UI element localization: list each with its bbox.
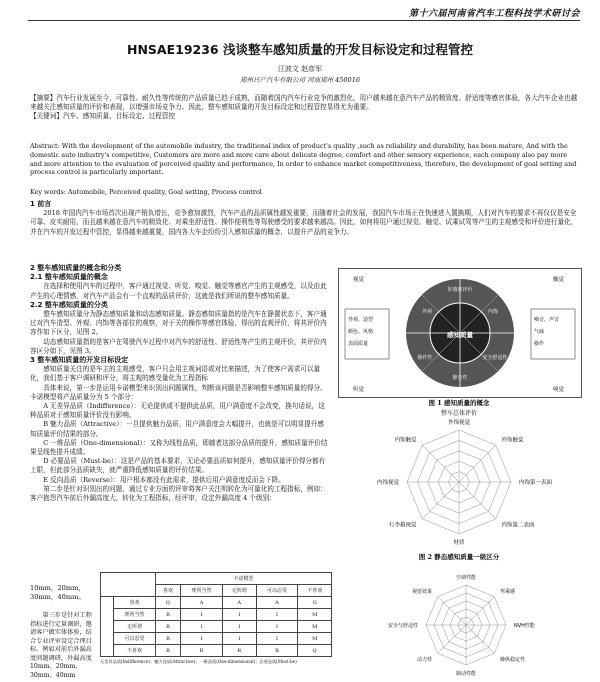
kano-cell: I: [256, 633, 298, 645]
radar-axis-label: 视觉效果: [412, 589, 433, 596]
radar-axis-label: 动力性: [417, 656, 433, 663]
kano-cell: R: [222, 645, 256, 657]
kano-cell: M: [298, 633, 332, 645]
kano-cell: I: [222, 621, 256, 633]
figure-3-radar: [352, 572, 580, 678]
figure-2-radar: [338, 416, 580, 548]
paper-authors: 江波文 赵彦军: [277, 65, 323, 73]
kano-row-header: 不喜欢: [114, 645, 156, 657]
kano-cell: R: [155, 609, 180, 621]
kano-table-block: [100, 572, 332, 665]
kano-cell: R: [256, 645, 298, 657]
kano-cell: I: [181, 609, 223, 621]
kano-e: E 反向品质（Reverse）：用户根本都没有此需求，提供后用户满意度反而会下降。: [43, 475, 285, 484]
kano-col-header: 可以忍受: [256, 585, 298, 597]
fig1-ring-label: 内饰: [487, 309, 499, 315]
fig1-left-item: 表面质量: [348, 341, 369, 347]
section-22-heading: 2.2 整车感知质量的分类: [30, 300, 108, 309]
kano-cell: I: [181, 633, 223, 645]
radar-axis-label: 内饰第一表面: [519, 480, 553, 486]
section-1-heading: 1 前言: [30, 200, 52, 208]
kano-legend: 无差异品质(Indifference)；魅力品质(Attractive)；一维品质(One-dimensional)；必要品质(Must-be): [100, 659, 297, 664]
kano-table: [100, 572, 332, 657]
figure-2: [338, 416, 580, 548]
radar-axis-label: 内饰触觉: [394, 437, 417, 444]
section-2-heading: 2 整车感知质量的概念和分类: [30, 264, 122, 272]
abstract-cn: [30, 94, 578, 122]
fig1-right-item: 操作: [534, 341, 545, 347]
section-3-text-1: 感知质量关注的是车主的主观感受，客户只会用主观词语或对比来描述，为了使客户需求可以量化，我们基于客户调研和评分，将主观的感受量化为工程指标: [30, 365, 321, 383]
levels-text: 10mm，20mm，30mm，40mm。: [30, 584, 85, 602]
step-3: [30, 612, 94, 680]
figure-2-title: 整车总体评价: [440, 410, 477, 417]
keywords-cn: 【关键词】汽车、感知质量、目标设定、过程管控: [30, 112, 176, 121]
fig1-right-item: 噪音、声音: [534, 317, 560, 323]
section-22-text-2: 动态感知质量指的是客户在驾驶汽车过程中对汽车的舒适性、舒适性等产生的主观评价，其评价内容区分如下，见图 3。: [30, 337, 327, 355]
abstract-en: Abstract: With the development of the automobile industry, the traditional index of product's quality ,such as reliability and durability, has been mature, And with the domestic auto industry's competitive, Customers are more and more care about delicate degree, comfort and other sensory experience, each company also pay more and more attention to the evaluation of perceived quality and performance, In order to enhance market competitiveness, therefore, the development of goal setting and process control is particularly important.: [30, 142, 577, 177]
kano-cell: R: [181, 645, 223, 657]
fig1-label-0: 视觉: [353, 277, 365, 283]
kano-cell: I: [181, 621, 223, 633]
figure-1-caption: 图 1 感知质量的概念: [428, 399, 490, 407]
kano-row-header: 喜欢: [114, 597, 156, 609]
fig1-ring-label: 操作性: [417, 355, 433, 361]
kano-col-header: 不喜欢: [298, 585, 332, 597]
radar-axis-label: NVH性能: [514, 623, 535, 629]
step-2: 第二步是针对识别出的问题，通过专业方面的评审将客户关注明转化为可量化的工程指标，例如：客户抱怨汽车前后外漏高度大，转化为工程指标，经评审，设定外漏高度 4 个级别：: [30, 484, 327, 503]
kano-d: D 必要品质（Must-be）：这是产品的基本要求，无论必要品质如何提升，感知质量评价得分都有上限，但此部分品质缺失，就严重降低感知质量的评价结果。: [30, 457, 326, 475]
kano-cell: A: [181, 597, 223, 609]
paper-affiliation: 郑州日产汽车有限公司 河南郑州 450016: [240, 76, 360, 84]
fig1-ring-label: 静音性: [452, 375, 468, 381]
radar-axis-label: 外饰触觉: [501, 437, 524, 444]
fig1-ring-label: 外观: [421, 309, 433, 315]
kano-row: [101, 645, 332, 657]
section-1: [30, 200, 578, 237]
radar-axis-label: 行李箱视觉: [389, 522, 417, 529]
kano-col-header: 喜欢: [155, 585, 180, 597]
kano-row-header: 无所谓: [114, 621, 156, 633]
fig1-center: 感知质量: [447, 331, 473, 339]
radar-axis-label: 制动性能: [455, 671, 477, 677]
fig1-right-item: 气味: [534, 329, 545, 335]
radar-axis-label: 操纵稳定性: [499, 656, 525, 663]
kano-cell: A: [256, 597, 298, 609]
kano-col-header: 理所当然: [181, 585, 223, 597]
header-rule: [28, 20, 580, 21]
section-21-text: 在选择和使用汽车的过程中，客户通过视觉、听觉、嗅觉、触觉等感官产生的主观感受，以及由此产生的心理情感，对汽车产品会有一个直观的品质评价，这就是我们所说的整车感知质量。: [30, 282, 327, 300]
radar-axis-label: 安全与舒适性: [387, 623, 418, 629]
radar-axis-label: 外饰视觉: [447, 420, 471, 426]
kano-row-header: 可以忍受: [114, 633, 156, 645]
kano-cell: I: [222, 609, 256, 621]
kano-cell: M: [298, 621, 332, 633]
kano-a: A 无差异品质（Indifference）：无论提供或不提供此品质，用户满意度不会改变，换句话说，这种品质对于感知质量评价没有影响。: [30, 402, 325, 420]
kano-cell: R: [155, 645, 180, 657]
figure-3: [352, 572, 580, 678]
fig1-left-item: 颜色、风格: [348, 329, 374, 335]
radar-axis-label: 空调性能: [455, 575, 477, 581]
fig1-label-2: 听觉: [353, 387, 365, 393]
kano-cell: Q: [155, 597, 180, 609]
left-column: [30, 264, 330, 503]
section-3-heading: 3 整车感知质量的开发目标设定: [30, 356, 129, 365]
fig1-ring-label: 好感度评价: [447, 287, 473, 293]
paper-title: HNSAE19236 浅谈整车感知质量的开发目标设定和过程管控: [127, 42, 473, 57]
fig1-label-1: 触觉: [553, 277, 565, 283]
figure-1: [338, 268, 582, 398]
kano-cell: R: [155, 633, 180, 645]
step-3-text: 第三步是针对工程指标进行定量调研，邀请客户做实体体验，结合专业评审设定合理目标。例如对前后外漏高度问题调研，外漏高度 10mm、20mm、30mm、40mm: [30, 612, 92, 679]
kano-row: [101, 633, 332, 645]
kano-cell: M: [298, 609, 332, 621]
figure-1-diagram: [339, 269, 581, 397]
radar-axis-label: 内饰视觉: [376, 480, 399, 486]
kano-corner: [101, 573, 156, 597]
kano-table-title: 卡诺模型: [155, 573, 331, 585]
kano-cell: A: [222, 597, 256, 609]
kano-side: [101, 597, 114, 657]
radar-axis-label: 内饰第二表面: [501, 522, 535, 529]
kano-row: [101, 621, 332, 633]
fig1-label-3: 嗅觉: [553, 387, 565, 393]
kano-c: C 一维品质（One-dimensional）：又称为线性品质，即越者这部分品质的提升，感知质量评价结果呈线性提升成绩。: [30, 438, 328, 457]
radar-axis-label: 驾乘感: [499, 589, 515, 596]
figure-2-caption: 图 2 静态感知质量一级区分: [418, 553, 500, 561]
fig1-ring-label: 安全舒适性: [482, 355, 508, 361]
abstract-cn-text: 【摘要】汽车行业发展至今，可靠性、耐久性等传统的产品质量已趋于成熟，而随着国内汽车行业竞争的激烈化，用户越来越在意汽车产品的精致度、舒适度等感官体验，各大汽车企业也越来越关注感知质量的评价和表现，以增强市场竞争力。因此，整车感知质量的开发目标设定和过程管控显得尤为重要。: [30, 94, 578, 112]
kano-cell: Q: [298, 645, 332, 657]
section-1-text: 2018 年国内汽车市场首次出现产销负增长，竞争愈加激烈，汽车产品的品质属性越发重要，而随着社会的发展，我国汽车市场正在快速进入置换期，人们对汽车的要求不再仅仅是安全可靠、皮实耐用，而且越来越在意汽车的精致化、对乘坐舒适性、操作便利性等驾驶感受的要求越来越高。因此，如何将用户通过视觉、触觉、试乘试驾等产生的主观感受和评价进行量化，并在汽车的开发过程中管控，显得越来越重要，国内各大车企纷纷引入感知质量的概念，以提升产品的竞争力。: [30, 209, 578, 236]
kano-row: [101, 609, 332, 621]
kano-row: [101, 597, 332, 609]
kano-cell: I: [222, 633, 256, 645]
section-21-heading: 2.1 整车感知质量的概念: [30, 273, 108, 282]
kano-cell: I: [256, 609, 298, 621]
kano-row-header: 理所当然: [114, 609, 156, 621]
fig1-left-item: 外观、造型: [348, 317, 374, 323]
kano-cell: O: [298, 597, 332, 609]
kano-col-header: 无所谓: [222, 585, 256, 597]
section-22-text-1: 整车感知质量分为静态感知质量和动态感知质量。静态感知质量指的是汽车在静置状态下，客户通过对汽车造型、外观、内饰等各部位的观察，对于关的操作等感官体验，得出的直观评价，将其评价内容作如下区分，见图 2。: [30, 310, 327, 337]
radar-axis-label: 材质: [453, 540, 465, 546]
keywords-en: Key words: Automobile, Perceived quality, Goal setting, Process control: [30, 188, 262, 196]
kano-cell: I: [256, 621, 298, 633]
section-3-text-2: 具体来说，第一步是运用卡诺模型来识别出问题属性，判断该问题是否影响整车感知质量的得分。卡诺模型将产品质量分为 5 个部分：: [30, 383, 327, 401]
kano-b: B 魅力品质（Attractive）：一旦提供魅力品质，用户满意度会大幅提升，也就是可以明显提升感知质量评价结果的部分。: [30, 420, 324, 438]
kano-cell: R: [155, 621, 180, 633]
running-header: 第十六届河南省汽车工程科技学术研讨会: [408, 9, 580, 19]
